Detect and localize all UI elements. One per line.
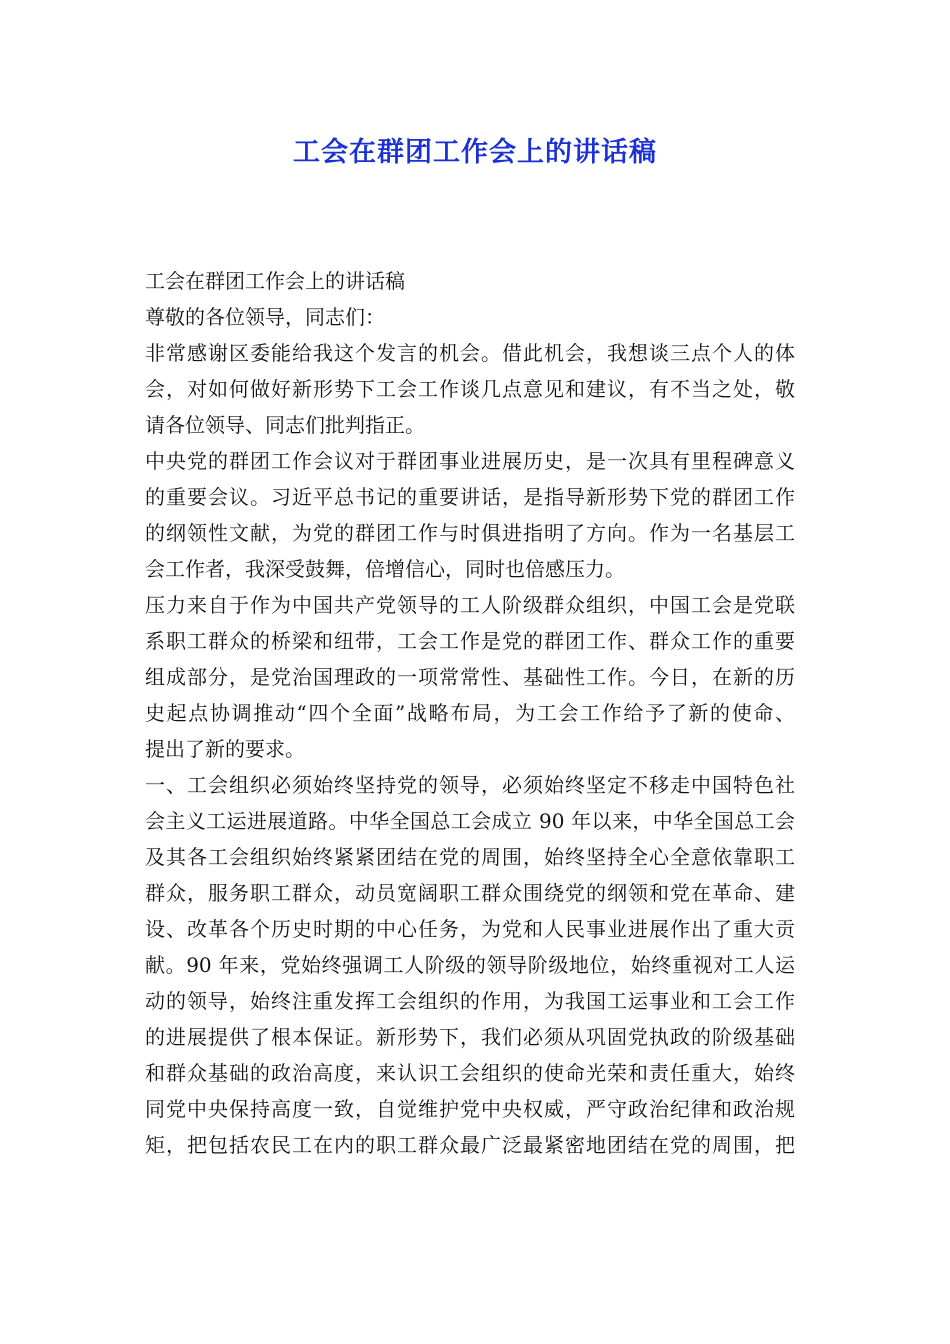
text-line: 和群众基础的政治高度，来认识工会组织的使命光荣和责任重大，始终 [145,1061,795,1085]
text-line: 的进展提供了根本保证。新形势下，我们必须从巩固党执政的阶级基础 [145,1025,795,1049]
document-title: 工会在群团工作会上的讲话稿 [293,137,657,168]
text-line: 提出了新的要求。 [145,737,305,761]
document-body [145,263,795,1163]
text-line: 同党中央保持高度一致，自觉维护党中央权威，严守政治纪律和政治规 [145,1097,795,1121]
text-line: 献。90 年来，党始终强调工人阶级的领导阶级地位，始终重视对工人运 [145,953,795,977]
text-line: 矩，把包括农民工在内的职工群众最广泛最紧密地团结在党的周围，把 [145,1133,795,1157]
text-line: 工会在群团工作会上的讲话稿 [145,269,405,293]
text-line: 动的领导，始终注重发挥工会组织的作用，为我国工运事业和工会工作 [145,989,795,1013]
text-line: 一、工会组织必须始终坚持党的领导，必须始终坚定不移走中国特色社 [145,773,795,797]
text-line: 系职工群众的桥梁和纽带，工会工作是党的群团工作、群众工作的重要 [145,629,795,653]
text-line: 群众，服务职工群众，动员宽阔职工群众围绕党的纲领和党在革命、建 [145,881,795,905]
text-line: 组成部分，是党治国理政的一项常常性、基础性工作。今日，在新的历 [145,665,795,689]
text-line: 请各位领导、同志们批判指正。 [145,413,425,437]
text-line: 非常感谢区委能给我这个发言的机会。借此机会，我想谈三点个人的体 [145,341,795,365]
text-line: 史起点协调推动“四个全面”战略布局，为工会工作给予了新的使命、 [145,701,795,725]
text-line: 会工作者，我深受鼓舞，倍增信心，同时也倍感压力。 [145,557,625,581]
text-line: 压力来自于作为中国共产党领导的工人阶级群众组织，中国工会是党联 [145,593,795,617]
text-line: 设、改革各个历史时期的中心任务，为党和人民事业进展作出了重大贡 [145,917,795,941]
text-line: 会主义工运进展道路。中华全国总工会成立 90 年以来，中华全国总工会 [145,809,795,833]
text-line: 会，对如何做好新形势下工会工作谈几点意见和建议，有不当之处，敬 [145,377,795,401]
text-line: 中央党的群团工作会议对于群团事业进展历史，是一次具有里程碑意义 [145,449,795,473]
text-line: 尊敬的各位领导，同志们： [145,305,385,329]
text-line: 的重要会议。习近平总书记的重要讲话，是指导新形势下党的群团工作 [145,485,795,509]
text-line: 及其各工会组织始终紧紧团结在党的周围，始终坚持全心全意依靠职工 [145,845,795,869]
text-line: 的纲领性文献，为党的群团工作与时俱进指明了方向。作为一名基层工 [145,521,795,545]
